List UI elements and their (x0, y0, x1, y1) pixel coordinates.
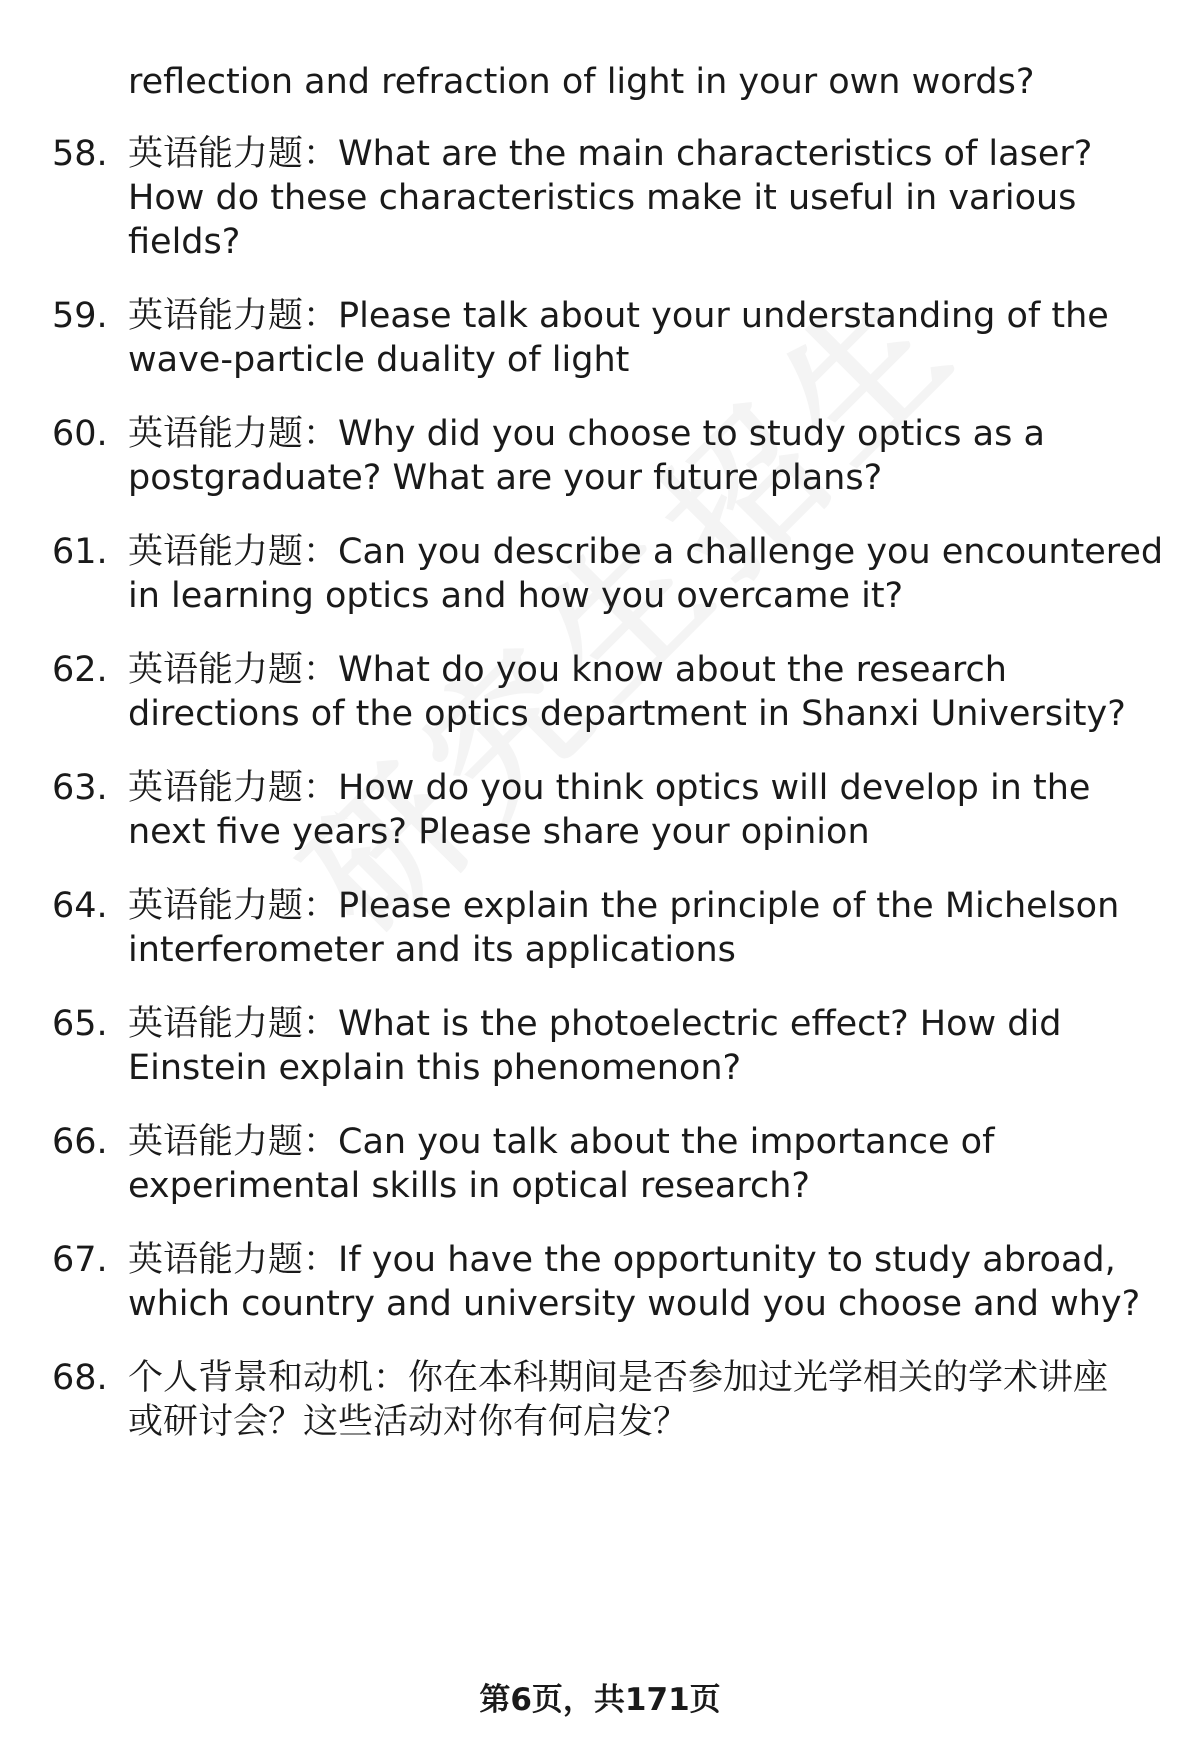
question-number: 65. (52, 1004, 108, 1044)
question-text-line: 英语能力题：Why did you choose to study optics as a (128, 414, 1045, 454)
question-text-line: in learning optics and how you overcame it? (128, 576, 904, 616)
question-text-line: interferometer and its applications (128, 930, 736, 970)
question-text-line: 英语能力题：What do you know about the research (128, 650, 1007, 690)
question-text-line: fields? (128, 222, 241, 262)
question-text-line: directions of the optics department in Shanxi University? (128, 694, 1126, 734)
page-footer: 第6页，共171页 (479, 1682, 721, 1718)
question-text-line: 英语能力题：What are the main characteristics of laser? (128, 134, 1093, 174)
continued-question-line: reflection and refraction of light in your own words? (128, 62, 1035, 102)
question-text-line: 英语能力题：Please explain the principle of the Michelson (128, 886, 1120, 926)
question-text-line: How do these characteristics make it useful in various (128, 178, 1077, 218)
question-text-line: next five years? Please share your opinion (128, 812, 870, 852)
question-text-line: 英语能力题：What is the photoelectric effect? How did (128, 1004, 1062, 1044)
question-text-line: 个人背景和动机：你在本科期间是否参加过光学相关的学术讲座 (128, 1358, 1109, 1398)
question-number: 64. (52, 886, 108, 926)
question-text-line: 或研讨会？这些活动对你有何启发？ (128, 1402, 689, 1442)
question-text-line: Einstein explain this phenomenon? (128, 1048, 742, 1088)
question-number: 63. (52, 768, 108, 808)
question-text-line: 英语能力题：How do you think optics will develop in the (128, 768, 1091, 808)
question-text-line: experimental skills in optical research? (128, 1166, 811, 1206)
question-text-line: postgraduate? What are your future plans? (128, 458, 883, 498)
question-number: 62. (52, 650, 108, 690)
question-number: 67. (52, 1240, 108, 1280)
question-text-line: wave-particle duality of light (128, 340, 630, 380)
question-text-line: 英语能力题：If you have the opportunity to study abroad, (128, 1240, 1116, 1280)
question-text-line: 英语能力题：Can you describe a challenge you encountered (128, 532, 1164, 572)
question-number: 59. (52, 296, 108, 336)
question-number: 68. (52, 1358, 108, 1398)
question-text-line: 英语能力题：Can you talk about the importance of (128, 1122, 995, 1162)
question-number: 58. (52, 134, 108, 174)
question-number: 61. (52, 532, 108, 572)
question-text-line: 英语能力题：Please talk about your understanding of the (128, 296, 1109, 336)
question-text-line: which country and university would you choose and why? (128, 1284, 1141, 1324)
question-number: 60. (52, 414, 108, 454)
question-number: 66. (52, 1122, 108, 1162)
